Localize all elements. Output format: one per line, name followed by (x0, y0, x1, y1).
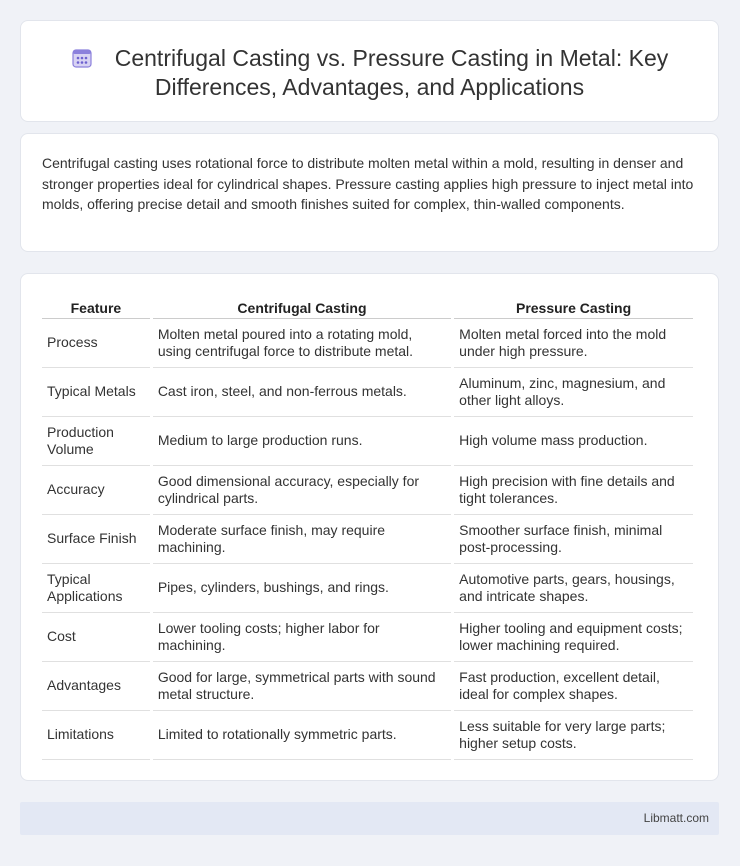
row-pressure: Smoother surface finish, minimal post-processing. (454, 515, 693, 564)
header-feature: Feature (42, 295, 150, 319)
intro-paragraph: Centrifugal casting uses rotational force to distribute molten metal within a mold, resulting in denser and stronger properties ideal for cylindrical shapes. Pressure casting applies high pressure to inject metal into molds, offering precise detail and smooth finishes suited for complex, thin-walled components. (42, 155, 694, 212)
row-feature: Typical Metals (42, 368, 150, 417)
row-centrifugal: Pipes, cylinders, bushings, and rings. (153, 564, 451, 613)
row-feature: Limitations (42, 711, 150, 760)
table-row (42, 662, 693, 711)
intro-card (20, 133, 719, 252)
row-pressure: High volume mass production. (454, 417, 693, 466)
row-feature: Typical Applications (42, 564, 150, 613)
table-row (42, 564, 693, 613)
row-centrifugal: Medium to large production runs. (153, 417, 451, 466)
row-feature: Cost (42, 613, 150, 662)
table-row (42, 417, 693, 466)
table-row (42, 711, 693, 760)
page-title-text: Centrifugal Casting vs. Pressure Casting in Metal: Key Differences, Advantages, and Applications (114, 45, 669, 100)
row-centrifugal: Good for large, symmetrical parts with sound metal structure. (153, 662, 451, 711)
row-centrifugal: Good dimensional accuracy, especially for cylindrical parts. (153, 466, 451, 515)
table-row (42, 466, 693, 515)
comparison-card (20, 273, 719, 781)
row-pressure: Molten metal forced into the mold under high pressure. (454, 319, 693, 368)
row-centrifugal: Lower tooling costs; higher labor for machining. (153, 613, 451, 662)
table-header-row (42, 295, 693, 319)
table-row (42, 613, 693, 662)
row-centrifugal: Cast iron, steel, and non-ferrous metals. (153, 368, 451, 417)
row-feature: Process (42, 319, 150, 368)
row-pressure: High precision with fine details and tight tolerances. (454, 466, 693, 515)
footer-bar (20, 802, 719, 835)
row-centrifugal: Molten metal poured into a rotating mold, using centrifugal force to distribute metal. (153, 319, 451, 368)
row-feature: Advantages (42, 662, 150, 711)
comparison-table (39, 295, 696, 760)
row-centrifugal: Moderate surface finish, may require machining. (153, 515, 451, 564)
row-pressure: Aluminum, zinc, magnesium, and other light alloys. (454, 368, 693, 417)
header-pressure: Pressure Casting (454, 295, 693, 319)
title-card (20, 20, 719, 122)
row-pressure: Higher tooling and equipment costs; lower machining required. (454, 613, 693, 662)
row-feature: Surface Finish (42, 515, 150, 564)
footer-site-link[interactable]: Libmatt.com (643, 811, 709, 825)
row-feature: Production Volume (42, 417, 150, 466)
row-pressure: Less suitable for very large parts; higher setup costs. (454, 711, 693, 760)
row-feature: Accuracy (42, 466, 150, 515)
page-title (21, 44, 718, 102)
row-pressure: Automotive parts, gears, housings, and intricate shapes. (454, 564, 693, 613)
table-row (42, 319, 693, 368)
table-row (42, 368, 693, 417)
calendar-grid-icon (71, 47, 93, 69)
header-centrifugal: Centrifugal Casting (153, 295, 451, 319)
row-centrifugal: Limited to rotationally symmetric parts. (153, 711, 451, 760)
row-pressure: Fast production, excellent detail, ideal for complex shapes. (454, 662, 693, 711)
table-row (42, 515, 693, 564)
